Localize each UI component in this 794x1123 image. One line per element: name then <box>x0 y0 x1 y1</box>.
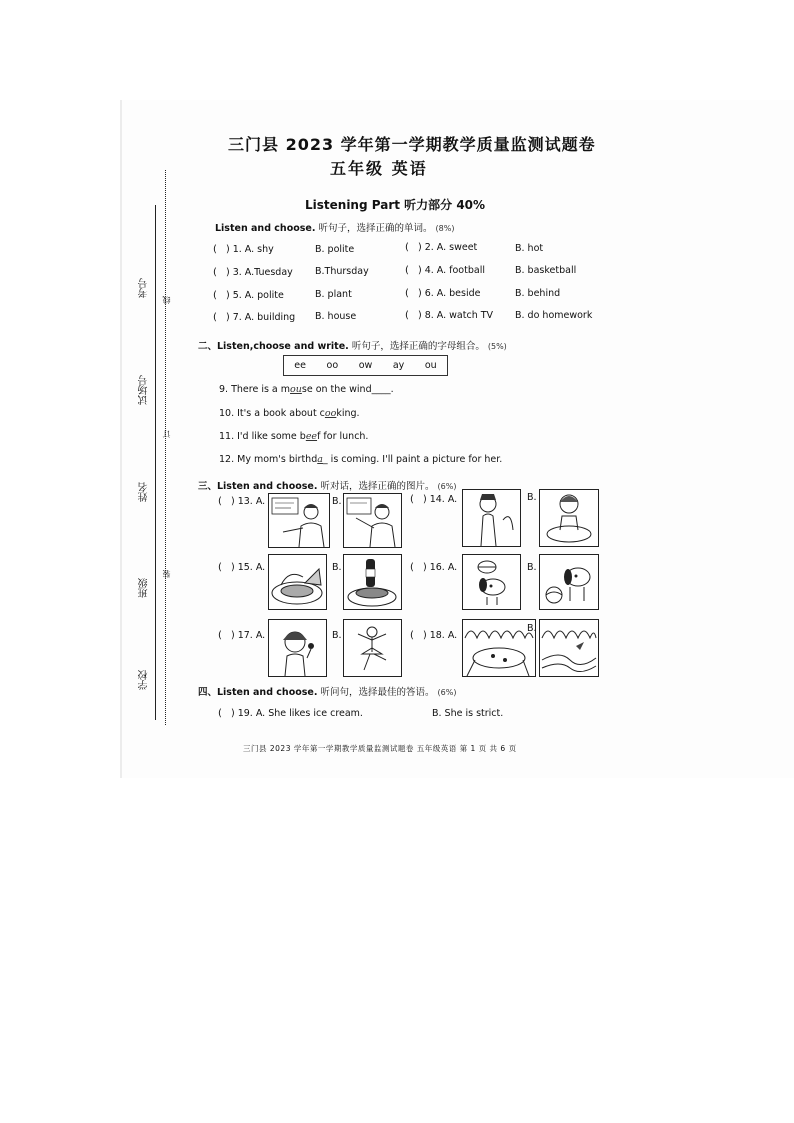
q18-label: ) 18. A. <box>422 630 458 641</box>
q6: ( ) 6. A. beside <box>405 288 481 299</box>
q13-option-b: B. <box>332 496 342 507</box>
q18-option-b: B. <box>527 623 537 634</box>
page-footer: 三门县 2023 学年第一学期教学质量监测试题卷 五年级英语 第 1 页 共 6 页 <box>243 744 517 753</box>
q15-picture-b[interactable] <box>343 554 402 610</box>
q11-text-pre: 11. I'd like some b <box>219 431 306 442</box>
q14-picture-a[interactable] <box>462 489 521 547</box>
q17: ( ) 17. A. <box>218 630 266 641</box>
q5: ( ) 5. A. polite <box>213 290 284 301</box>
section3-score: (6%) <box>437 482 457 491</box>
q2-option-b[interactable]: B. hot <box>515 243 544 254</box>
section2-heading <box>198 338 507 352</box>
q9-text-pre: 9. There is a m <box>219 384 291 395</box>
listening-heading: Listening Part 听力部分 40% <box>305 198 486 212</box>
q7-option-a[interactable]: ) 7. A. building <box>225 312 296 323</box>
section4-instruction: 听问句，选择最佳的答语。 <box>320 687 435 698</box>
q12-fill[interactable]: a <box>317 454 323 465</box>
q7: ( ) 7. A. building <box>213 312 296 323</box>
q11-text-post: f for lunch. <box>317 431 369 442</box>
q17-picture-b[interactable] <box>343 619 402 677</box>
section2-title: 二、Listen,choose and write. <box>198 341 349 352</box>
section1-score: (8%) <box>435 224 455 233</box>
exam-number-label: 考号 <box>139 278 150 298</box>
choice-ow: ow <box>358 360 373 371</box>
binding-mark-staple: 订 <box>162 430 171 438</box>
choice-ee: ee <box>294 360 306 371</box>
binding-mark-line: 线 <box>162 296 171 304</box>
q1-option-b[interactable]: B. polite <box>315 244 355 255</box>
q1-option-a[interactable]: ) 1. A. shy <box>225 244 274 255</box>
q9 <box>219 384 394 395</box>
q6-option-a[interactable]: ) 6. A. beside <box>417 288 481 299</box>
q9-fill[interactable]: ou <box>290 384 302 395</box>
q10-fill[interactable]: oo <box>324 408 337 419</box>
q4: ( ) 4. A. football <box>405 265 485 276</box>
q5-option-b[interactable]: B. plant <box>315 289 352 300</box>
class-label: 班级 <box>139 578 150 598</box>
section3-instruction: 听对话，选择正确的图片。 <box>320 481 435 492</box>
exam-subtitle: 五年级 英语 <box>330 159 428 178</box>
exam-title: 三门县 2023 学年第一学期教学质量监测试题卷 <box>228 135 596 154</box>
q14: ( ) 14. A. <box>410 494 458 505</box>
q19-option-b[interactable]: B. She is strict. <box>432 708 504 719</box>
q2-option-a[interactable]: ) 2. A. sweet <box>417 242 478 253</box>
q12 <box>219 454 502 465</box>
q17-option-b: B. <box>332 630 342 641</box>
q18: ( ) 18. A. <box>410 630 458 641</box>
q10-text-post: king. <box>336 408 360 419</box>
q8-option-b[interactable]: B. do homework <box>515 310 593 321</box>
q1: ( ) 1. A. shy <box>213 244 274 255</box>
q18-picture-b[interactable] <box>539 619 599 677</box>
section1-heading <box>215 220 454 234</box>
q9-text-post: se on the wind____. <box>301 384 394 395</box>
q14-option-b: B. <box>527 492 537 503</box>
q13: ( ) 13. A. <box>218 496 266 507</box>
choice-ay: ay <box>392 360 405 371</box>
q16-picture-a[interactable] <box>462 554 521 610</box>
section2-instruction: 听句子，选择正确的字母组合。 <box>351 341 485 352</box>
q12-text-pre: 12. My mom's birthd <box>219 454 318 465</box>
q15-option-b: B. <box>332 562 342 573</box>
q3: ( ) 3. A.Tuesday <box>213 267 293 278</box>
q15: ( ) 15. A. <box>218 562 266 573</box>
q19-option-a[interactable]: ) 19. A. She likes ice cream. <box>230 708 363 719</box>
q16: ( ) 16. A. <box>410 562 458 573</box>
q11-fill[interactable]: ee <box>305 431 318 442</box>
section3-title: 三、Listen and choose. <box>198 481 318 492</box>
name-label: 姓名 <box>139 482 150 502</box>
q17-label: ) 17. A. <box>230 630 266 641</box>
binding-mark-bind: 装 <box>162 570 171 578</box>
section4-title: 四、Listen and choose. <box>198 687 318 698</box>
q3-option-a[interactable]: ) 3. A.Tuesday <box>225 267 293 278</box>
binding-dotted-line <box>165 170 166 725</box>
q16-label: ) 16. A. <box>422 562 458 573</box>
binding-line <box>155 205 156 720</box>
q5-option-a[interactable]: ) 5. A. polite <box>225 290 284 301</box>
q3-option-b[interactable]: B.Thursday <box>315 266 369 277</box>
q12-text-post: _ is coming. I'll paint a picture for her. <box>322 454 503 465</box>
choice-oo: oo <box>326 360 339 371</box>
q13-picture-b[interactable] <box>343 493 402 548</box>
q2: ( ) 2. A. sweet <box>405 242 478 253</box>
q4-option-b[interactable]: B. basketball <box>515 265 577 276</box>
q11 <box>219 431 368 442</box>
q8: ( ) 8. A. watch TV <box>405 310 494 321</box>
q15-picture-a[interactable] <box>268 554 327 610</box>
section1-instruction: 听句子，选择正确的单词。 <box>318 223 433 234</box>
q16-picture-b[interactable] <box>539 554 599 610</box>
q14-label: ) 14. A. <box>422 494 458 505</box>
section4-heading <box>198 684 456 698</box>
q17-picture-a[interactable] <box>268 619 327 677</box>
exam-room-label: 试场号 <box>139 375 150 405</box>
q15-label: ) 15. A. <box>230 562 266 573</box>
q18-picture-a[interactable] <box>462 619 536 677</box>
choice-ou: ou <box>424 360 437 371</box>
section2-score: (5%) <box>487 342 507 351</box>
section4-score: (6%) <box>437 688 457 697</box>
q10 <box>219 408 360 419</box>
q13-label: ) 13. A. <box>230 496 266 507</box>
q8-option-a[interactable]: ) 8. A. watch TV <box>417 310 494 321</box>
q10-text-pre: 10. It's a book about c <box>219 408 325 419</box>
q13-picture-a[interactable] <box>268 493 330 548</box>
school-label: 学校 <box>139 670 150 690</box>
section1-title: Listen and choose. <box>215 223 316 234</box>
q14-picture-b[interactable] <box>539 489 599 547</box>
q19: ( ) 19. A. She likes ice cream. <box>218 708 363 719</box>
q16-option-b: B. <box>527 562 537 573</box>
letter-choices-box <box>283 355 448 376</box>
q7-option-b[interactable]: B. house <box>315 311 357 322</box>
q4-option-a[interactable]: ) 4. A. football <box>417 265 485 276</box>
section3-heading <box>198 478 456 492</box>
q6-option-b[interactable]: B. behind <box>515 288 561 299</box>
